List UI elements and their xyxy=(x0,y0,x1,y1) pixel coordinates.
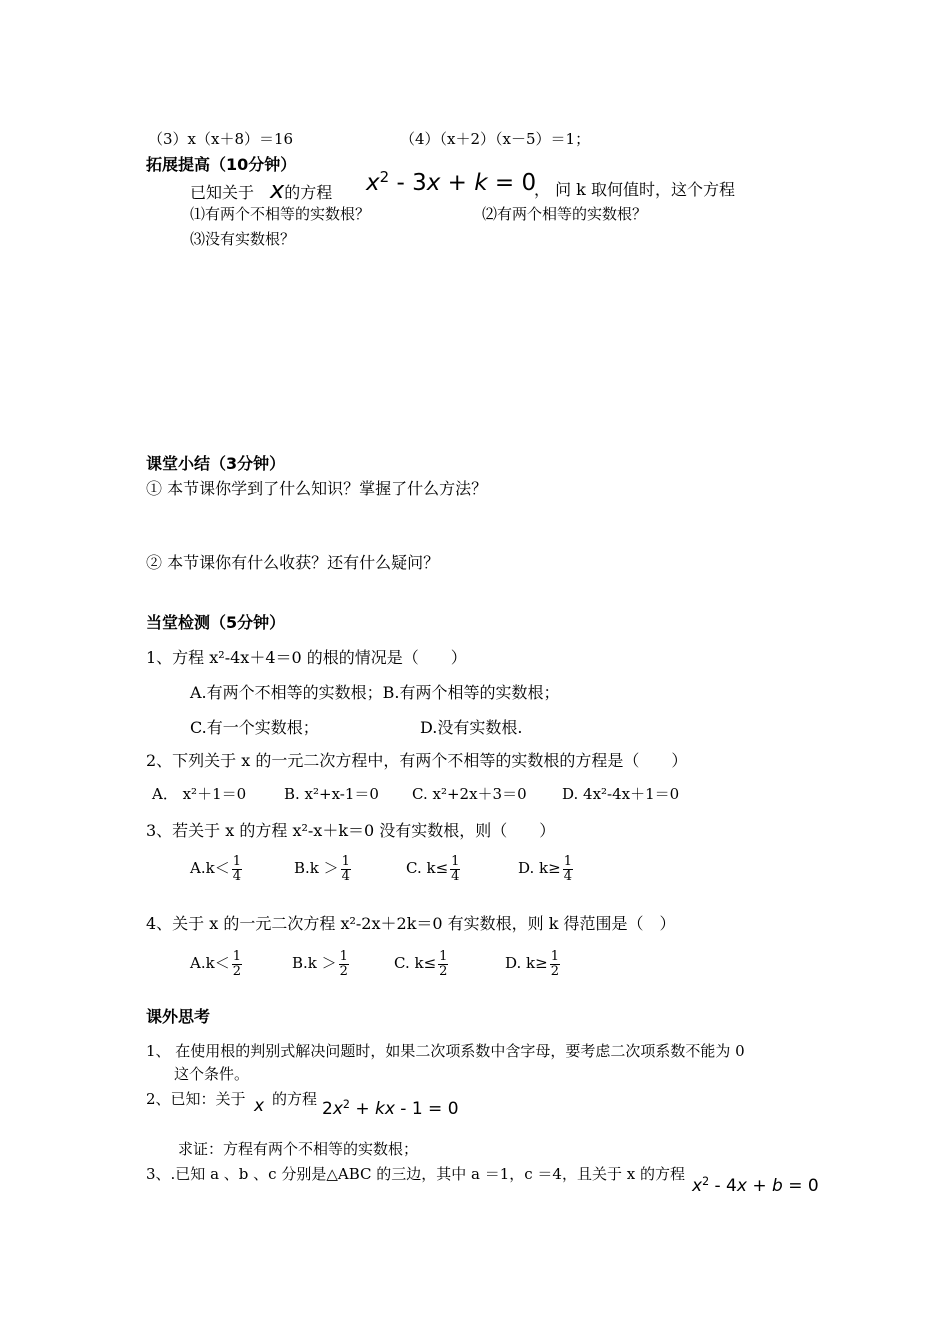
outside-p1-line2: 这个条件。 xyxy=(174,1065,250,1083)
outside-p3: 3、.已知 a 、b 、c 分别是△ABC 的三边，其中 a ＝1，c ＝4，且关于 x 的方程 xyxy=(146,1165,685,1183)
check-q1: 1、方程 x²-4x＋4＝0 的根的情况是（ ） xyxy=(146,648,467,667)
outside-p2-equation: $2x^2$ + kx - 1 = 0 xyxy=(322,1097,459,1119)
extension-mid: 的方程 xyxy=(284,183,333,202)
outside-p1-line1: 1、 在使用根的判别式解决问题时，如果二次项系数中含字母，要考虑二次项系数不能为 0 xyxy=(146,1042,745,1060)
check-q4-opt-d: D. k≥ $\frac{1}{2}$ xyxy=(505,949,559,979)
check-q4-opt-b: B.k ＞ $\frac{1}{2}$ xyxy=(292,949,348,979)
extension-intro: 已知关于 xyxy=(190,183,255,202)
outside-p2-proof: 求证：方程有两个不相等的实数根； xyxy=(178,1140,419,1158)
equation-4: （4）（x＋2）（x－5）＝1； xyxy=(400,130,591,148)
outside-p3-equation: $x^2 - 4x + b = 0$ xyxy=(692,1174,819,1196)
check-q4: 4、关于 x 的一元二次方程 x²-2x＋2k＝0 有实数根，则 k 得范围是（ ） xyxy=(146,914,676,933)
outside-p2-mid: 的方程 xyxy=(272,1090,318,1108)
summary-item-2: ② 本节课你有什么收获？还有什么疑问？ xyxy=(146,553,440,572)
check-q2-opt-b: B. x²+x-1＝0 xyxy=(284,785,379,803)
extension-q3: ⑶没有实数根？ xyxy=(190,230,296,248)
equation-3: （3）x（x＋8）＝16 xyxy=(148,130,294,148)
extension-equation: $x^2 - 3x + k = 0$ xyxy=(366,167,537,196)
check-q3-opt-c: C. k≤ $\frac{1}{4}$ xyxy=(406,854,460,884)
check-q4-opt-c: C. k≤ $\frac{1}{2}$ xyxy=(394,949,448,979)
extension-q2: ⑵有两个相等的实数根？ xyxy=(482,205,648,223)
outside-heading: 课外思考 xyxy=(146,1007,211,1026)
extension-heading: 拓展提高（10分钟） xyxy=(146,155,297,174)
check-q3-opt-d: D. k≥ $\frac{1}{4}$ xyxy=(518,854,572,884)
check-heading: 当堂检测（5分钟） xyxy=(146,613,286,632)
check-q1-ab: A.有两个不相等的实数根；B.有两个相等的实数根； xyxy=(190,683,560,702)
check-q1-d: D.没有实数根. xyxy=(420,718,523,737)
extension-intro-line xyxy=(190,176,332,204)
extension-question: ， 问 k 取何值时，这个方程 xyxy=(534,180,735,199)
extension-var: x xyxy=(270,176,285,204)
check-q2-opt-c: C. x²+2x＋3＝0 xyxy=(412,785,527,803)
check-q3: 3、若关于 x 的方程 x²-x＋k＝0 没有实数根，则（ ） xyxy=(146,821,556,840)
check-q4-opt-a: A.k＜ $\frac{1}{2}$ xyxy=(190,949,241,979)
check-q3-opt-a: A.k＜ $\frac{1}{4}$ xyxy=(190,854,241,884)
extension-q1: ⑴有两个不相等的实数根？ xyxy=(190,205,371,223)
check-q1-c: C.有一个实数根； xyxy=(190,718,319,737)
check-q3-opt-b: B.k ＞ $\frac{1}{4}$ xyxy=(294,854,350,884)
summary-heading: 课堂小结（3分钟） xyxy=(146,454,286,473)
check-q2-opt-d: D. 4x²-4x＋1＝0 xyxy=(562,785,680,803)
check-q2: 2、下列关于 x 的一元二次方程中，有两个不相等的实数根的方程是（ ） xyxy=(146,751,688,770)
check-q2-opt-a: A． x²＋1＝0 xyxy=(152,785,247,803)
summary-item-1: ① 本节课你学到了什么知识？掌握了什么方法？ xyxy=(146,479,488,498)
outside-p2-intro: 2、已知：关于 xyxy=(146,1090,246,1108)
outside-p2-var: x xyxy=(254,1096,265,1116)
